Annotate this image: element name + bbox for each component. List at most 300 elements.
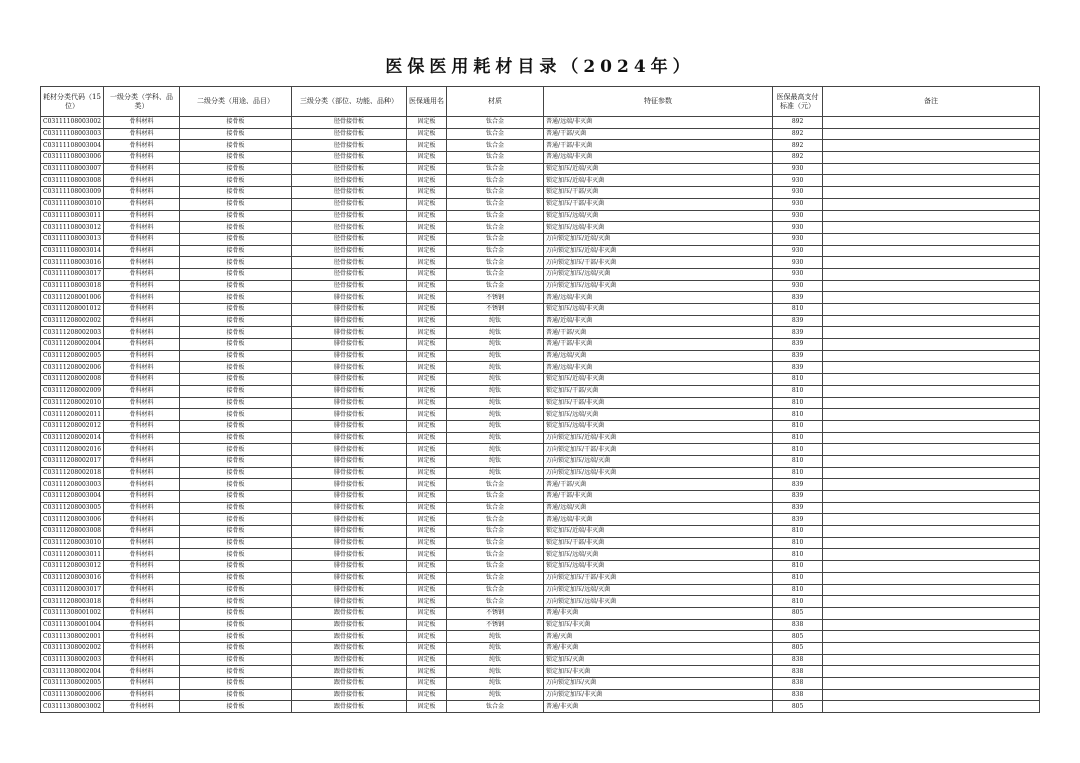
- level3-cell: 胫骨接骨板: [292, 210, 407, 222]
- remark-cell: [823, 537, 1040, 549]
- code-cell: C03111108003013: [41, 233, 104, 245]
- level2-cell: 接骨板: [180, 642, 292, 654]
- level1-cell: 骨科材料: [104, 198, 180, 210]
- feature-cell: 普通/灭菌: [544, 631, 773, 643]
- feature-cell: 万向锁定加压/远端/非灭菌: [544, 596, 773, 608]
- max-payment-cell: 838: [773, 654, 823, 666]
- max-payment-cell: 930: [773, 245, 823, 257]
- level2-cell: 接骨板: [180, 420, 292, 432]
- level3-cell: 跟骨接骨板: [292, 642, 407, 654]
- level3-cell: 腓骨接骨板: [292, 467, 407, 479]
- feature-cell: 锁定加压/灭菌: [544, 654, 773, 666]
- code-cell: C03111108003014: [41, 245, 104, 257]
- remark-cell: [823, 233, 1040, 245]
- max-payment-cell: 810: [773, 385, 823, 397]
- level1-cell: 骨科材料: [104, 152, 180, 164]
- generic-name-cell: 固定板: [407, 526, 447, 538]
- max-payment-cell: 892: [773, 117, 823, 129]
- generic-name-cell: 固定板: [407, 467, 447, 479]
- max-payment-cell: 805: [773, 607, 823, 619]
- table-row: [41, 514, 1040, 526]
- remark-cell: [823, 117, 1040, 129]
- code-cell: C03111208002017: [41, 455, 104, 467]
- material-cell: 钛合金: [447, 596, 544, 608]
- material-cell: 钛合金: [447, 163, 544, 175]
- max-payment-cell: 930: [773, 163, 823, 175]
- table-row: [41, 210, 1040, 222]
- code-cell: C03111208002009: [41, 385, 104, 397]
- material-cell: 钛合金: [447, 561, 544, 573]
- material-cell: 钛合金: [447, 175, 544, 187]
- code-cell: C03111308003002: [41, 701, 104, 713]
- header-level3: 三级分类（部位、功能、品种）: [292, 87, 407, 117]
- level2-cell: 接骨板: [180, 163, 292, 175]
- level3-cell: 胫骨接骨板: [292, 175, 407, 187]
- level3-cell: 跟骨接骨板: [292, 689, 407, 701]
- material-cell: 纯钛: [447, 444, 544, 456]
- feature-cell: 锁定加压/远端/非灭菌: [544, 420, 773, 432]
- code-cell: C03111108003002: [41, 117, 104, 129]
- max-payment-cell: 839: [773, 491, 823, 503]
- generic-name-cell: 固定板: [407, 385, 447, 397]
- code-cell: C03111108003016: [41, 257, 104, 269]
- generic-name-cell: 固定板: [407, 666, 447, 678]
- max-payment-cell: 839: [773, 479, 823, 491]
- remark-cell: [823, 420, 1040, 432]
- generic-name-cell: 固定板: [407, 222, 447, 234]
- level3-cell: 腓骨接骨板: [292, 420, 407, 432]
- max-payment-cell: 810: [773, 397, 823, 409]
- level2-cell: 接骨板: [180, 280, 292, 292]
- material-cell: 纯钛: [447, 350, 544, 362]
- generic-name-cell: 固定板: [407, 257, 447, 269]
- level2-cell: 接骨板: [180, 222, 292, 234]
- table-row: [41, 502, 1040, 514]
- level2-cell: 接骨板: [180, 689, 292, 701]
- material-cell: 钛合金: [447, 514, 544, 526]
- level3-cell: 腓骨接骨板: [292, 572, 407, 584]
- level2-cell: 接骨板: [180, 537, 292, 549]
- generic-name-cell: 固定板: [407, 187, 447, 199]
- material-cell: 纯钛: [447, 385, 544, 397]
- material-cell: 不锈钢: [447, 304, 544, 316]
- max-payment-cell: 838: [773, 666, 823, 678]
- code-cell: C03111108003012: [41, 222, 104, 234]
- remark-cell: [823, 409, 1040, 421]
- generic-name-cell: 固定板: [407, 304, 447, 316]
- material-cell: 钛合金: [447, 187, 544, 199]
- feature-cell: 锁定加压/干部/灭菌: [544, 187, 773, 199]
- max-payment-cell: 810: [773, 561, 823, 573]
- code-cell: C03111208002006: [41, 362, 104, 374]
- level1-cell: 骨科材料: [104, 455, 180, 467]
- level3-cell: 跟骨接骨板: [292, 654, 407, 666]
- level2-cell: 接骨板: [180, 152, 292, 164]
- remark-cell: [823, 619, 1040, 631]
- level1-cell: 骨科材料: [104, 210, 180, 222]
- max-payment-cell: 930: [773, 210, 823, 222]
- level3-cell: 腓骨接骨板: [292, 432, 407, 444]
- feature-cell: 锁定加压/干部/非灭菌: [544, 198, 773, 210]
- remark-cell: [823, 257, 1040, 269]
- level2-cell: 接骨板: [180, 327, 292, 339]
- max-payment-cell: 839: [773, 350, 823, 362]
- table-row: [41, 678, 1040, 690]
- level2-cell: 接骨板: [180, 666, 292, 678]
- table-row: [41, 654, 1040, 666]
- generic-name-cell: 固定板: [407, 596, 447, 608]
- level1-cell: 骨科材料: [104, 502, 180, 514]
- table-row: [41, 245, 1040, 257]
- level3-cell: 跟骨接骨板: [292, 607, 407, 619]
- code-cell: C03111208001012: [41, 304, 104, 316]
- feature-cell: 锁定加压/近端/非灭菌: [544, 526, 773, 538]
- level1-cell: 骨科材料: [104, 140, 180, 152]
- table-row: [41, 198, 1040, 210]
- level3-cell: 胫骨接骨板: [292, 128, 407, 140]
- level3-cell: 腓骨接骨板: [292, 327, 407, 339]
- max-payment-cell: 839: [773, 327, 823, 339]
- code-cell: C03111208003010: [41, 537, 104, 549]
- level3-cell: 胫骨接骨板: [292, 268, 407, 280]
- remark-cell: [823, 198, 1040, 210]
- level1-cell: 骨科材料: [104, 584, 180, 596]
- level2-cell: 接骨板: [180, 315, 292, 327]
- material-cell: 钛合金: [447, 268, 544, 280]
- material-cell: 钛合金: [447, 584, 544, 596]
- level2-cell: 接骨板: [180, 479, 292, 491]
- level3-cell: 腓骨接骨板: [292, 455, 407, 467]
- feature-cell: 普通/远端/非灭菌: [544, 362, 773, 374]
- code-cell: C03111308002001: [41, 631, 104, 643]
- table-row: [41, 596, 1040, 608]
- level1-cell: 骨科材料: [104, 128, 180, 140]
- feature-cell: 万向锁定加压/远端/灭菌: [544, 584, 773, 596]
- max-payment-cell: 810: [773, 304, 823, 316]
- feature-cell: 普通/干部/非灭菌: [544, 339, 773, 351]
- level2-cell: 接骨板: [180, 292, 292, 304]
- table-row: [41, 374, 1040, 386]
- code-cell: C03111108003004: [41, 140, 104, 152]
- level2-cell: 接骨板: [180, 268, 292, 280]
- level1-cell: 骨科材料: [104, 479, 180, 491]
- feature-cell: 锁定加压/非灭菌: [544, 666, 773, 678]
- level1-cell: 骨科材料: [104, 467, 180, 479]
- level2-cell: 接骨板: [180, 233, 292, 245]
- level2-cell: 接骨板: [180, 526, 292, 538]
- table-row: [41, 128, 1040, 140]
- table-row: [41, 268, 1040, 280]
- table-row: [41, 619, 1040, 631]
- level1-cell: 骨科材料: [104, 409, 180, 421]
- table-row: [41, 479, 1040, 491]
- code-cell: C03111208003005: [41, 502, 104, 514]
- level1-cell: 骨科材料: [104, 514, 180, 526]
- level1-cell: 骨科材料: [104, 631, 180, 643]
- material-cell: 纯钛: [447, 642, 544, 654]
- level3-cell: 跟骨接骨板: [292, 666, 407, 678]
- remark-cell: [823, 689, 1040, 701]
- feature-cell: 锁定加压/远端/灭菌: [544, 210, 773, 222]
- feature-cell: 锁定加压/近端/非灭菌: [544, 374, 773, 386]
- max-payment-cell: 892: [773, 140, 823, 152]
- level2-cell: 接骨板: [180, 549, 292, 561]
- material-cell: 纯钛: [447, 409, 544, 421]
- feature-cell: 普通/干部/非灭菌: [544, 140, 773, 152]
- level3-cell: 跟骨接骨板: [292, 619, 407, 631]
- level3-cell: 腓骨接骨板: [292, 514, 407, 526]
- material-cell: 钛合金: [447, 233, 544, 245]
- material-cell: 纯钛: [447, 631, 544, 643]
- level1-cell: 骨科材料: [104, 362, 180, 374]
- remark-cell: [823, 432, 1040, 444]
- generic-name-cell: 固定板: [407, 374, 447, 386]
- max-payment-cell: 892: [773, 152, 823, 164]
- generic-name-cell: 固定板: [407, 549, 447, 561]
- level2-cell: 接骨板: [180, 175, 292, 187]
- max-payment-cell: 838: [773, 619, 823, 631]
- max-payment-cell: 810: [773, 455, 823, 467]
- level2-cell: 接骨板: [180, 514, 292, 526]
- table-row: [41, 432, 1040, 444]
- material-cell: 纯钛: [447, 420, 544, 432]
- material-cell: 钛合金: [447, 117, 544, 129]
- level2-cell: 接骨板: [180, 245, 292, 257]
- material-cell: 钛合金: [447, 210, 544, 222]
- generic-name-cell: 固定板: [407, 327, 447, 339]
- generic-name-cell: 固定板: [407, 584, 447, 596]
- remark-cell: [823, 268, 1040, 280]
- header-level2: 二级分类（用途、品目）: [180, 87, 292, 117]
- level2-cell: 接骨板: [180, 198, 292, 210]
- remark-cell: [823, 479, 1040, 491]
- code-cell: C03111308002005: [41, 678, 104, 690]
- header-code: 耗材分类代码（15位）: [41, 87, 104, 117]
- remark-cell: [823, 362, 1040, 374]
- level2-cell: 接骨板: [180, 701, 292, 713]
- generic-name-cell: 固定板: [407, 654, 447, 666]
- level3-cell: 腓骨接骨板: [292, 304, 407, 316]
- remark-cell: [823, 631, 1040, 643]
- generic-name-cell: 固定板: [407, 561, 447, 573]
- level3-cell: 跟骨接骨板: [292, 631, 407, 643]
- table-row: [41, 327, 1040, 339]
- remark-cell: [823, 678, 1040, 690]
- remark-cell: [823, 280, 1040, 292]
- level3-cell: 腓骨接骨板: [292, 526, 407, 538]
- generic-name-cell: 固定板: [407, 350, 447, 362]
- remark-cell: [823, 666, 1040, 678]
- generic-name-cell: 固定板: [407, 268, 447, 280]
- level3-cell: 胫骨接骨板: [292, 280, 407, 292]
- level3-cell: 腓骨接骨板: [292, 292, 407, 304]
- generic-name-cell: 固定板: [407, 491, 447, 503]
- feature-cell: 普通/近端/非灭菌: [544, 315, 773, 327]
- max-payment-cell: 930: [773, 198, 823, 210]
- level2-cell: 接骨板: [180, 128, 292, 140]
- feature-cell: 普通/远端/灭菌: [544, 350, 773, 362]
- level1-cell: 骨科材料: [104, 292, 180, 304]
- code-cell: C03111308002006: [41, 689, 104, 701]
- level3-cell: 腓骨接骨板: [292, 584, 407, 596]
- code-cell: C03111108003008: [41, 175, 104, 187]
- material-cell: 钛合金: [447, 526, 544, 538]
- code-cell: C03111108003017: [41, 268, 104, 280]
- feature-cell: 锁定加压/干部/灭菌: [544, 385, 773, 397]
- material-cell: 纯钛: [447, 678, 544, 690]
- level2-cell: 接骨板: [180, 455, 292, 467]
- material-cell: 钛合金: [447, 128, 544, 140]
- level2-cell: 接骨板: [180, 187, 292, 199]
- level3-cell: 腓骨接骨板: [292, 549, 407, 561]
- feature-cell: 万向锁定加压/近端/非灭菌: [544, 432, 773, 444]
- level2-cell: 接骨板: [180, 584, 292, 596]
- level2-cell: 接骨板: [180, 607, 292, 619]
- max-payment-cell: 805: [773, 642, 823, 654]
- level2-cell: 接骨板: [180, 678, 292, 690]
- generic-name-cell: 固定板: [407, 701, 447, 713]
- remark-cell: [823, 152, 1040, 164]
- remark-cell: [823, 526, 1040, 538]
- code-cell: C03111208002014: [41, 432, 104, 444]
- code-cell: C03111208003003: [41, 479, 104, 491]
- remark-cell: [823, 654, 1040, 666]
- material-cell: 纯钛: [447, 339, 544, 351]
- level1-cell: 骨科材料: [104, 642, 180, 654]
- material-cell: 纯钛: [447, 689, 544, 701]
- material-cell: 钛合金: [447, 198, 544, 210]
- max-payment-cell: 839: [773, 362, 823, 374]
- level3-cell: 腓骨接骨板: [292, 502, 407, 514]
- level1-cell: 骨科材料: [104, 397, 180, 409]
- feature-cell: 万向锁定加压/近端/灭菌: [544, 233, 773, 245]
- material-cell: 钛合金: [447, 502, 544, 514]
- code-cell: C03111308001002: [41, 607, 104, 619]
- material-cell: 不锈钢: [447, 607, 544, 619]
- table-row: [41, 572, 1040, 584]
- feature-cell: 万向锁定加压/远端/灭菌: [544, 268, 773, 280]
- remark-cell: [823, 327, 1040, 339]
- level1-cell: 骨科材料: [104, 678, 180, 690]
- level2-cell: 接骨板: [180, 467, 292, 479]
- feature-cell: 锁定加压/远端/灭菌: [544, 409, 773, 421]
- code-cell: C03111308002002: [41, 642, 104, 654]
- level3-cell: 胫骨接骨板: [292, 257, 407, 269]
- remark-cell: [823, 572, 1040, 584]
- table-row: [41, 491, 1040, 503]
- remark-cell: [823, 467, 1040, 479]
- table-row: [41, 549, 1040, 561]
- level1-cell: 骨科材料: [104, 701, 180, 713]
- material-cell: 钛合金: [447, 537, 544, 549]
- level1-cell: 骨科材料: [104, 420, 180, 432]
- table-row: [41, 455, 1040, 467]
- table-header-row: [41, 87, 1040, 117]
- table-row: [41, 420, 1040, 432]
- remark-cell: [823, 210, 1040, 222]
- generic-name-cell: 固定板: [407, 537, 447, 549]
- remark-cell: [823, 304, 1040, 316]
- level3-cell: 腓骨接骨板: [292, 491, 407, 503]
- feature-cell: 锁定加压/非灭菌: [544, 619, 773, 631]
- code-cell: C03111308002003: [41, 654, 104, 666]
- generic-name-cell: 固定板: [407, 631, 447, 643]
- level2-cell: 接骨板: [180, 502, 292, 514]
- level1-cell: 骨科材料: [104, 268, 180, 280]
- feature-cell: 普通/非灭菌: [544, 642, 773, 654]
- material-cell: 钛合金: [447, 222, 544, 234]
- level1-cell: 骨科材料: [104, 619, 180, 631]
- header-remark: 备注: [823, 87, 1040, 117]
- level2-cell: 接骨板: [180, 397, 292, 409]
- level1-cell: 骨科材料: [104, 607, 180, 619]
- code-cell: C03111208003004: [41, 491, 104, 503]
- level1-cell: 骨科材料: [104, 432, 180, 444]
- table-row: [41, 140, 1040, 152]
- table-row: [41, 163, 1040, 175]
- feature-cell: 普通/干部/非灭菌: [544, 491, 773, 503]
- table-row: [41, 233, 1040, 245]
- level1-cell: 骨科材料: [104, 526, 180, 538]
- feature-cell: 万向锁定加压/非灭菌: [544, 689, 773, 701]
- header-material: 材质: [447, 87, 544, 117]
- table-row: [41, 467, 1040, 479]
- max-payment-cell: 838: [773, 689, 823, 701]
- level2-cell: 接骨板: [180, 619, 292, 631]
- max-payment-cell: 839: [773, 315, 823, 327]
- generic-name-cell: 固定板: [407, 420, 447, 432]
- feature-cell: 锁定加压/干部/非灭菌: [544, 537, 773, 549]
- remark-cell: [823, 245, 1040, 257]
- level3-cell: 腓骨接骨板: [292, 444, 407, 456]
- feature-cell: 锁定加压/远端/非灭菌: [544, 304, 773, 316]
- feature-cell: 锁定加压/远端/非灭菌: [544, 222, 773, 234]
- material-cell: 纯钛: [447, 467, 544, 479]
- level1-cell: 骨科材料: [104, 233, 180, 245]
- max-payment-cell: 810: [773, 572, 823, 584]
- remark-cell: [823, 128, 1040, 140]
- remark-cell: [823, 339, 1040, 351]
- generic-name-cell: 固定板: [407, 339, 447, 351]
- feature-cell: 锁定加压/近端/非灭菌: [544, 175, 773, 187]
- generic-name-cell: 固定板: [407, 619, 447, 631]
- header-feature: 特征参数: [544, 87, 773, 117]
- table-row: [41, 257, 1040, 269]
- remark-cell: [823, 444, 1040, 456]
- generic-name-cell: 固定板: [407, 175, 447, 187]
- level3-cell: 腓骨接骨板: [292, 561, 407, 573]
- code-cell: C03111208003006: [41, 514, 104, 526]
- table-row: [41, 631, 1040, 643]
- level3-cell: 胫骨接骨板: [292, 140, 407, 152]
- generic-name-cell: 固定板: [407, 572, 447, 584]
- level1-cell: 骨科材料: [104, 374, 180, 386]
- level2-cell: 接骨板: [180, 409, 292, 421]
- table-row: [41, 117, 1040, 129]
- remark-cell: [823, 584, 1040, 596]
- level2-cell: 接骨板: [180, 210, 292, 222]
- table-row: [41, 397, 1040, 409]
- generic-name-cell: 固定板: [407, 362, 447, 374]
- level1-cell: 骨科材料: [104, 222, 180, 234]
- remark-cell: [823, 596, 1040, 608]
- code-cell: C03111108003009: [41, 187, 104, 199]
- feature-cell: 万向锁定加压/远端/灭菌: [544, 455, 773, 467]
- table-row: [41, 350, 1040, 362]
- remark-cell: [823, 607, 1040, 619]
- generic-name-cell: 固定板: [407, 163, 447, 175]
- level2-cell: 接骨板: [180, 304, 292, 316]
